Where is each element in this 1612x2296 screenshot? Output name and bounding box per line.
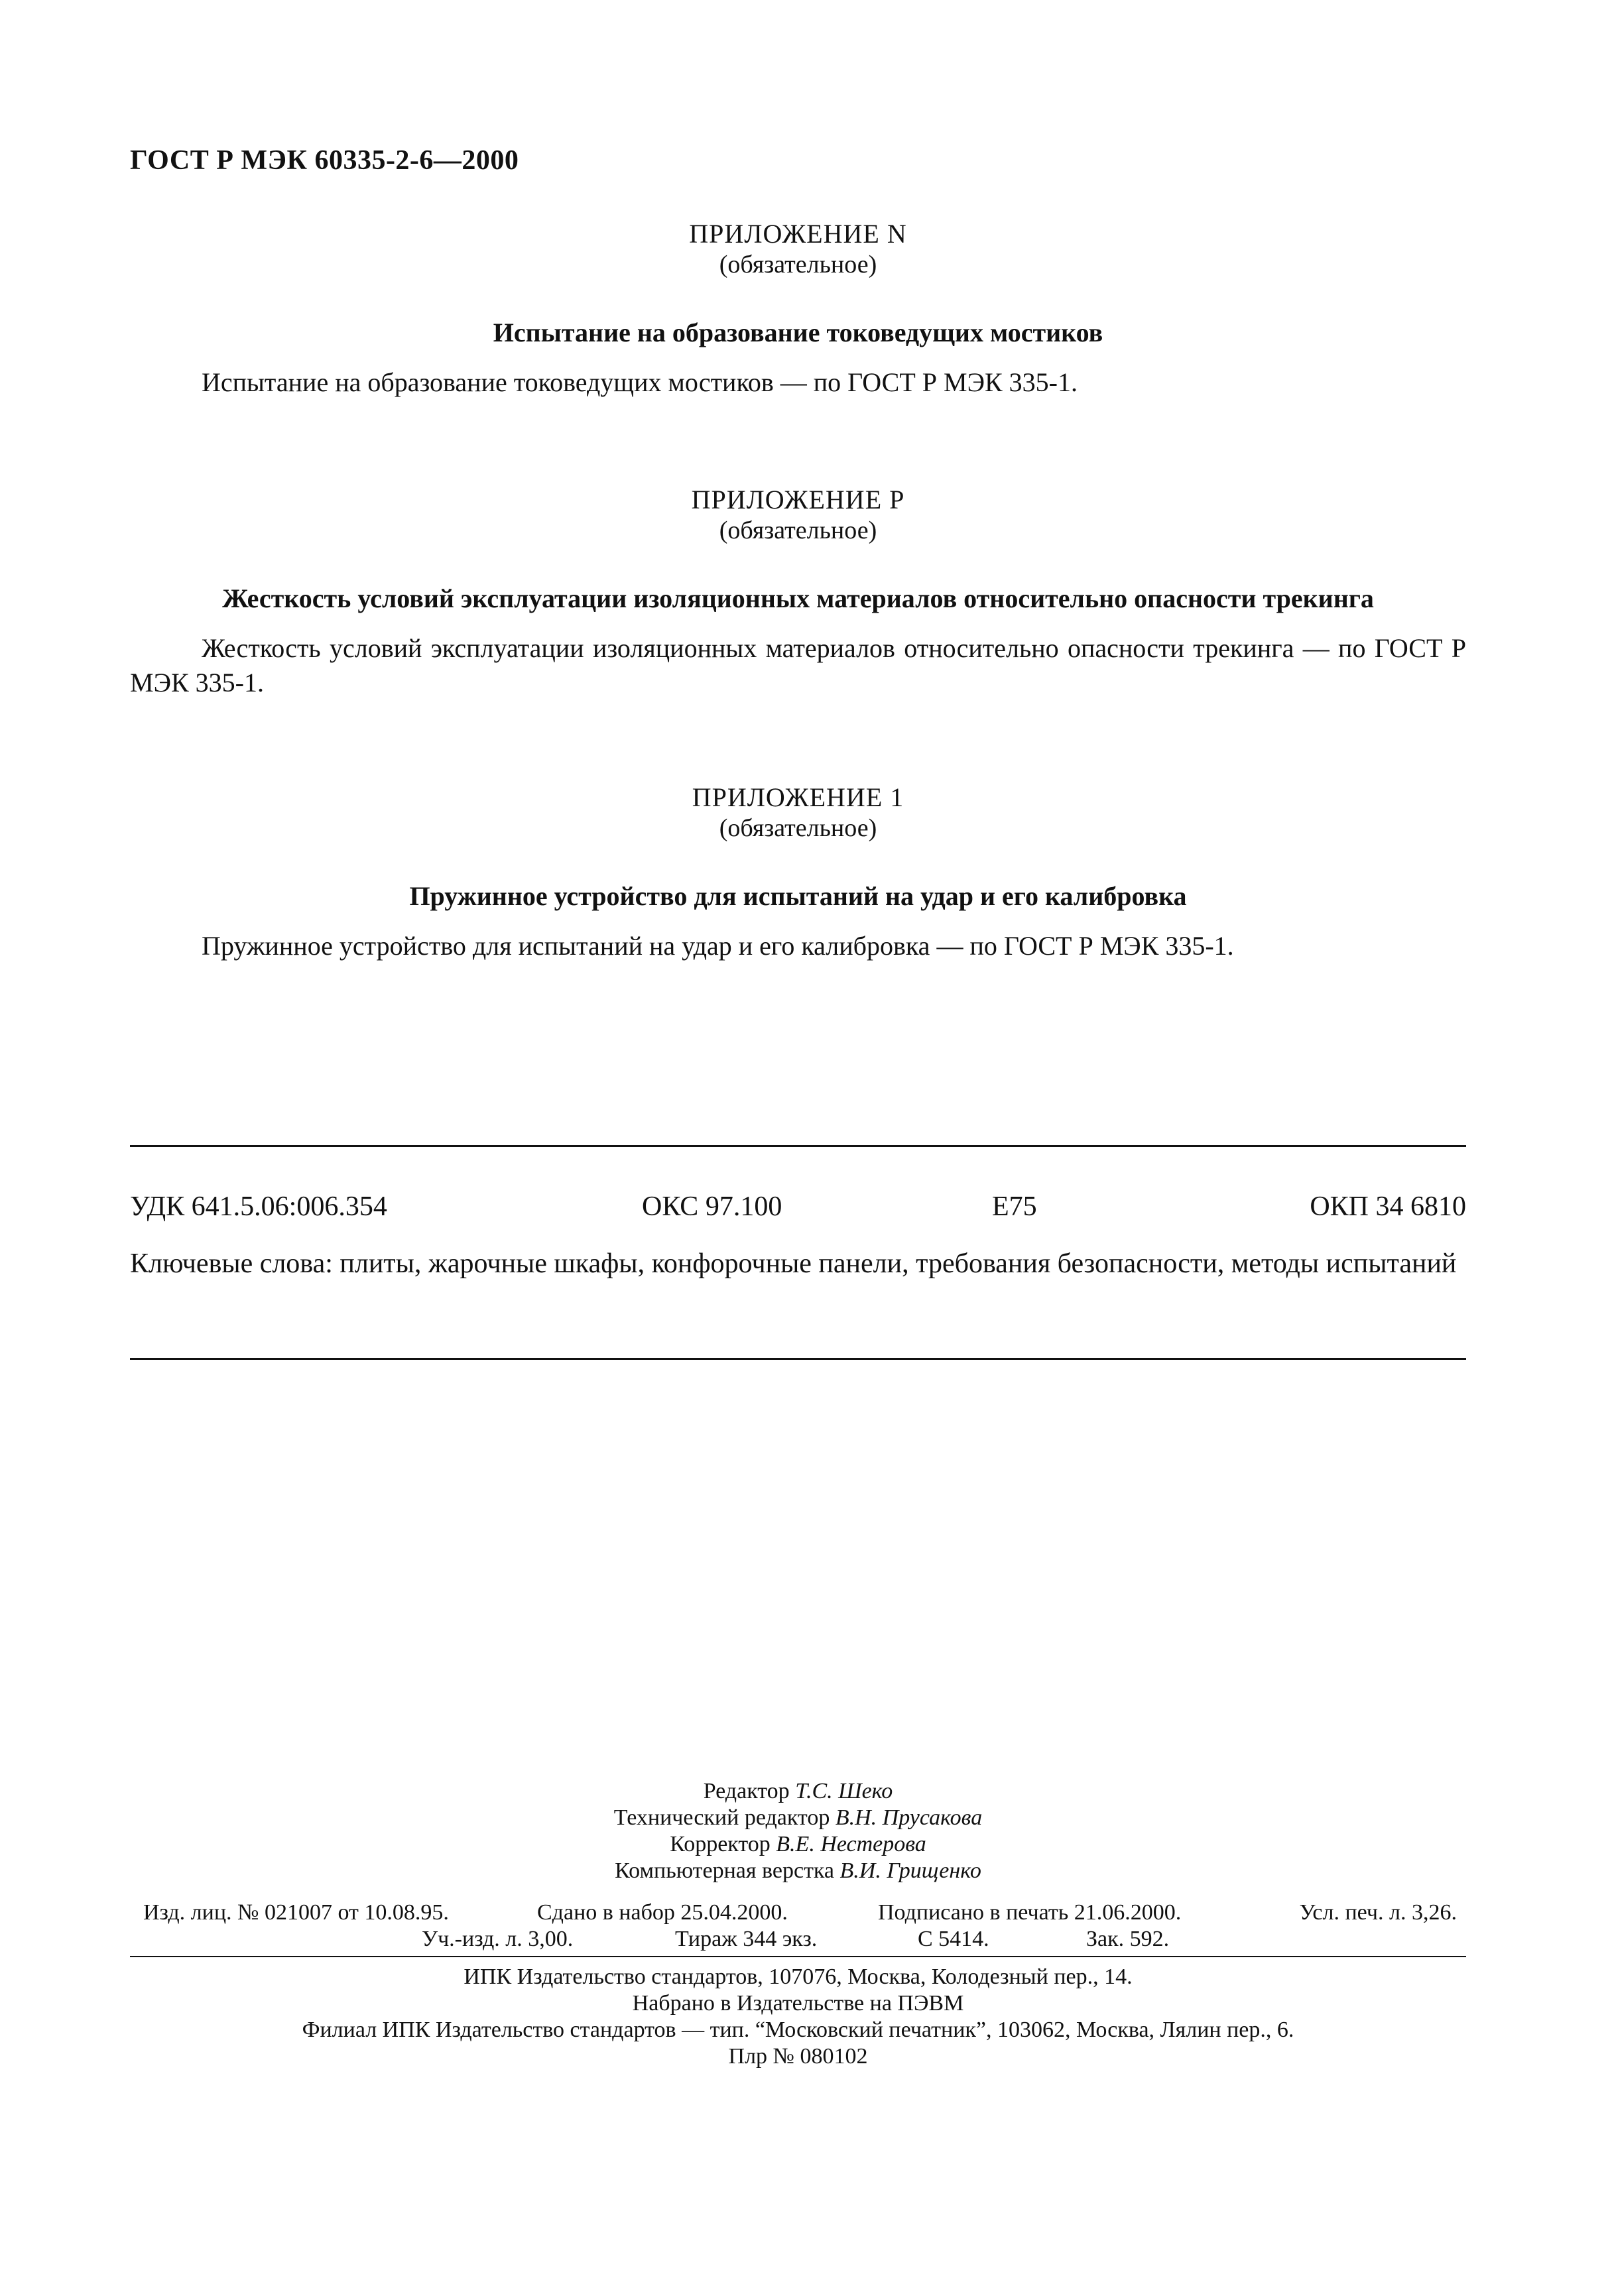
credit-role: Технический редактор xyxy=(613,1805,830,1830)
imprint-pub-sheets: Уч.-изд. л. 3,00. xyxy=(422,1927,574,1951)
annex-title: ПРИЛОЖЕНИЕ P xyxy=(691,485,905,514)
imprint-signed: Подписано в печать 21.06.2000. xyxy=(878,1900,1182,1925)
annex-1 xyxy=(130,782,1466,963)
annex-n xyxy=(130,219,1466,400)
imprint-license: Изд. лиц. № 021007 от 10.08.95. xyxy=(143,1900,449,1925)
imprint-print-sheets: Усл. печ. л. 3,26. xyxy=(1299,1900,1457,1925)
annex-text: Пружинное устройство для испытаний на удар и его калибровка — по ГОСТ Р МЭК 335-1. xyxy=(202,931,1234,961)
publisher-address: ИПК Издательство стандартов, 107076, Москва, Колодезный пер., 14. xyxy=(464,1964,1133,1989)
publisher-typesetting: Набрано в Издательстве на ПЭВМ xyxy=(632,1991,964,2016)
imprint-typeset: Сдано в набор 25.04.2000. xyxy=(537,1900,788,1925)
bottom-divider xyxy=(130,1358,1466,1360)
oks-code: ОКС 97.100 xyxy=(642,1191,782,1222)
category-code: Е75 xyxy=(992,1191,1037,1222)
credit-role: Корректор xyxy=(670,1832,771,1856)
credits xyxy=(130,1778,1466,1884)
credit-name: В.Е. Нестерова xyxy=(776,1832,926,1856)
credit-name: Т.С. Шеко xyxy=(795,1779,893,1803)
classification-row xyxy=(130,1191,1466,1224)
credit-editor xyxy=(130,1778,1466,1805)
imprint-row-1 xyxy=(130,1900,1466,1927)
annex-title: ПРИЛОЖЕНИЕ N xyxy=(689,219,907,249)
annex-status: (обязательное) xyxy=(719,516,877,544)
annex-title: ПРИЛОЖЕНИЕ 1 xyxy=(692,782,904,812)
publisher-info xyxy=(130,1964,1466,2070)
udk-code: УДК 641.5.06:006.354 xyxy=(130,1191,387,1222)
imprint-order: Зак. 592. xyxy=(1086,1927,1170,1951)
annex-text: Жесткость условий эксплуатации изоляционных материалов относительно опасности трекинга — по ГОСТ Р МЭК 335-1. xyxy=(130,633,1466,697)
credit-name: В.И. Грищенко xyxy=(839,1858,981,1883)
top-divider xyxy=(130,1145,1466,1147)
credit-layout xyxy=(130,1858,1466,1884)
annex-heading: Пружинное устройство для испытаний на удар и его калибровка xyxy=(409,881,1187,911)
printing-license: Плр № 080102 xyxy=(728,2044,868,2069)
annex-status: (обязательное) xyxy=(719,814,877,842)
printing-house: Филиал ИПК Издательство стандартов — тип. “Московский печатник”, 103062, Москва, Лялин пер., 6. xyxy=(302,2018,1294,2042)
annex-status: (обязательное) xyxy=(719,251,877,278)
annex-heading: Испытание на образование токоведущих мостиков xyxy=(493,318,1103,347)
imprint-circulation: Тираж 344 экз. xyxy=(675,1927,818,1951)
annex-text: Испытание на образование токоведущих мостиков — по ГОСТ Р МЭК 335-1. xyxy=(202,367,1078,397)
credit-name: В.Н. Прусакова xyxy=(835,1805,983,1830)
annex-heading: Жесткость условий эксплуатации изоляционных материалов относительно опасности трекинга xyxy=(222,583,1374,613)
credit-tech-editor xyxy=(130,1805,1466,1831)
imprint-c-number: С 5414. xyxy=(918,1927,989,1951)
credit-role: Редактор xyxy=(703,1779,790,1803)
imprint-row-2 xyxy=(130,1927,1466,1953)
document-id: ГОСТ Р МЭК 60335-2-6—2000 xyxy=(130,145,519,176)
annex-p xyxy=(130,485,1466,700)
okp-code: ОКП 34 6810 xyxy=(1310,1191,1466,1222)
credit-role: Компьютерная верстка xyxy=(615,1858,835,1883)
credit-proofreader xyxy=(130,1831,1466,1858)
imprint-divider xyxy=(130,1956,1466,1957)
keywords: Ключевые слова: плиты, жарочные шкафы, конфорочные панели, требования безопасности, методы испытаний xyxy=(130,1248,1457,1279)
